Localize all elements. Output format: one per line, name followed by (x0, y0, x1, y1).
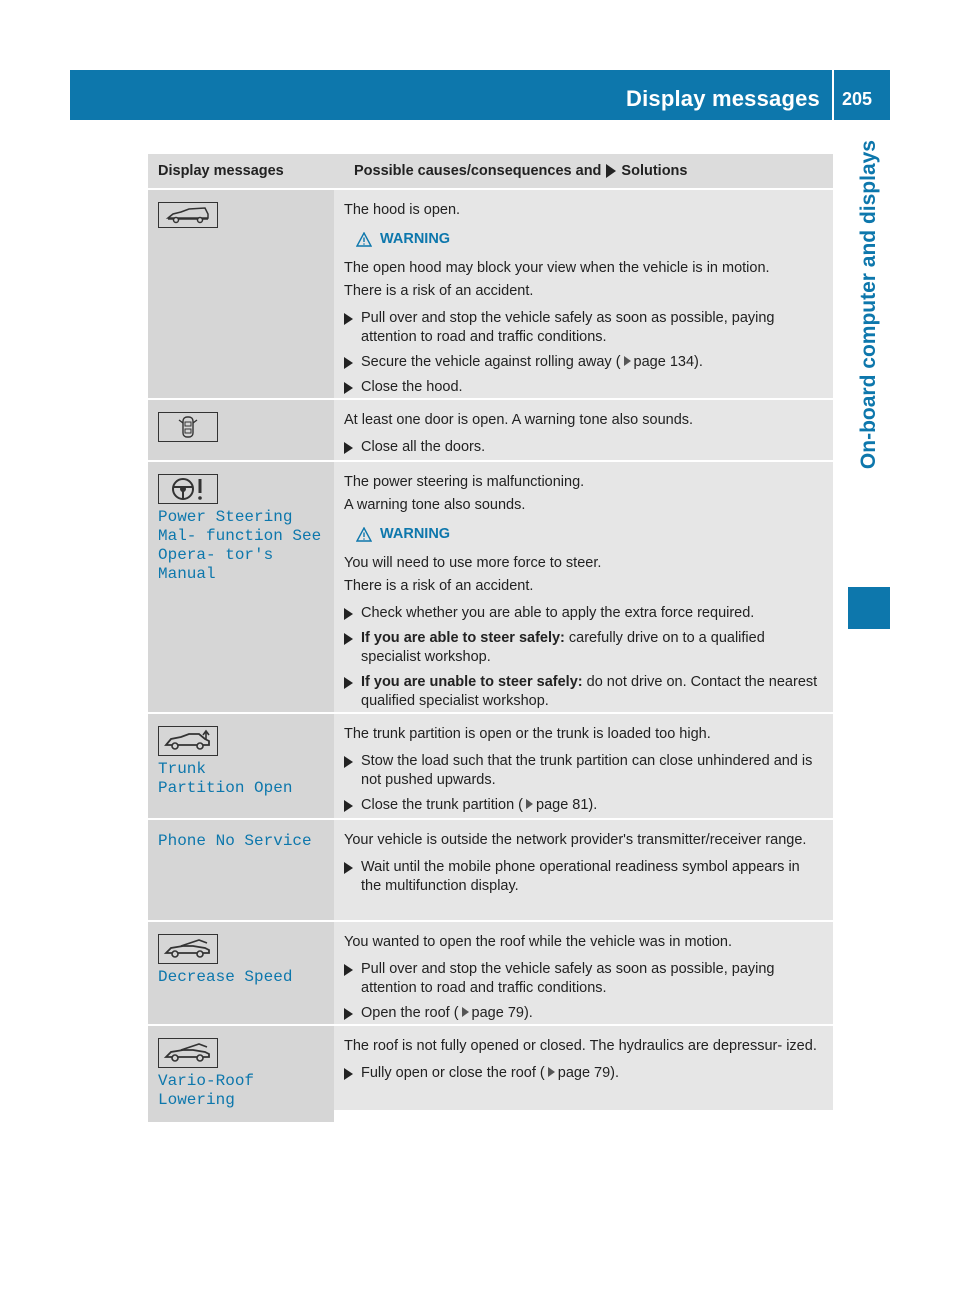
warning-text: You will need to use more force to steer. (344, 555, 602, 571)
solution-step: Open the roof ( page 79). (344, 1004, 823, 1023)
message-cell (148, 190, 334, 398)
table-header (148, 154, 833, 190)
solution-step: Secure the vehicle against rolling away ( page 134). (344, 353, 823, 372)
step-arrow-icon (344, 608, 353, 620)
side-tab (848, 140, 890, 580)
step-arrow-icon (344, 633, 353, 645)
solution-cell (334, 820, 833, 920)
solution-cell (334, 462, 833, 712)
step-arrow-icon (344, 756, 353, 768)
solution-step: Stow the load such that the trunk partition can close unhindered and is not pushed upwards. (344, 752, 823, 790)
step-arrow-icon (344, 313, 353, 325)
cause-text: A warning tone also sounds. (344, 497, 526, 513)
solution-arrow-icon (606, 164, 616, 178)
step-arrow-icon (344, 357, 353, 369)
header-bar (70, 70, 890, 120)
column-header-solutions-label: Solutions (621, 163, 688, 179)
cause-text: At least one door is open. A warning tone also sounds. (344, 412, 694, 428)
display-message-text: Vario-Roof Lowering (158, 1072, 255, 1109)
solution-step: If you are able to steer safely: carefully drive on to a qualified specialist workshop. (344, 629, 823, 667)
page-ref-icon (548, 1067, 555, 1077)
display-message-text: Power Steering Mal‑ function See Opera‑ tor's Manual (158, 508, 322, 583)
warning-triangle-icon (356, 527, 372, 542)
step-arrow-icon (344, 677, 353, 689)
trunk-partition-icon (158, 726, 218, 756)
page-number: 205 (842, 89, 873, 109)
door-open-icon (158, 412, 218, 442)
page-ref-icon (624, 356, 631, 366)
cause-text: The roof is not fully opened or closed. The hydraulics are depressur- ized. (344, 1038, 817, 1054)
hood-open-icon (158, 202, 218, 228)
warning-label: WARNING (380, 231, 451, 247)
display-messages-table (148, 154, 833, 1124)
side-tab-label: On-board computer and displays (857, 140, 880, 470)
warning-heading (356, 525, 823, 544)
table-row-trunk-partition (148, 714, 833, 820)
convertible-roof-icon (158, 1038, 218, 1068)
solution-cell (334, 1026, 833, 1110)
step-arrow-icon (344, 442, 353, 454)
step-arrow-icon (344, 382, 353, 394)
solution-step: Wait until the mobile phone operational readiness symbol appears in the multifunction display. (344, 858, 823, 896)
cause-text: Your vehicle is outside the network provider's transmitter/receiver range. (344, 832, 807, 848)
table-row-decrease-speed (148, 922, 833, 1026)
steering-wheel-warning-icon (158, 474, 218, 504)
solution-step: Close the hood. (344, 378, 823, 397)
solution-step: If you are unable to steer safely: do not drive on. Contact the nearest qualified specialist workshop. (344, 673, 823, 711)
convertible-roof-icon (158, 934, 218, 964)
table-row-door-open (148, 400, 833, 462)
header-divider (832, 70, 834, 120)
step-arrow-icon (344, 800, 353, 812)
message-cell (148, 820, 334, 920)
display-message-text: Trunk Partition Open (158, 760, 293, 797)
warning-text: There is a risk of an accident. (344, 578, 534, 594)
solution-step: Fully open or close the roof ( page 79). (344, 1064, 823, 1083)
solution-step: Pull over and stop the vehicle safely as soon as possible, paying attention to road and traffic conditions. (344, 960, 823, 998)
column-header-messages: Display messages (158, 163, 284, 179)
solution-cell (334, 400, 833, 460)
table-row-power-steering (148, 462, 833, 714)
solution-cell (334, 714, 833, 818)
table-row-vario-roof-lowering (148, 1026, 833, 1124)
column-header-causes: Possible causes/consequences and (354, 163, 602, 179)
warning-triangle-icon (356, 232, 372, 247)
warning-text: The open hood may block your view when the vehicle is in motion. (344, 260, 770, 276)
cause-text: You wanted to open the roof while the vehicle was in motion. (344, 934, 732, 950)
warning-label: WARNING (380, 526, 451, 542)
side-marker (848, 587, 890, 629)
solution-cell (334, 922, 833, 1024)
message-cell (148, 922, 334, 1024)
display-message-text: Decrease Speed (158, 968, 293, 986)
cause-text: The hood is open. (344, 202, 461, 218)
step-arrow-icon (344, 1068, 353, 1080)
message-cell (148, 1026, 334, 1122)
solution-cell (334, 190, 833, 398)
step-arrow-icon (344, 1008, 353, 1020)
message-cell (148, 462, 334, 712)
warning-text: There is a risk of an accident. (344, 283, 534, 299)
page-ref-icon (526, 799, 533, 809)
warning-heading (356, 230, 823, 249)
solution-step: Close all the doors. (344, 438, 823, 457)
solution-step: Check whether you are able to apply the extra force required. (344, 604, 823, 623)
column-header-solutions (344, 163, 833, 179)
table-row-phone-no-service (148, 820, 833, 922)
page-section-title: Display messages (626, 86, 820, 111)
message-cell (148, 400, 334, 460)
step-arrow-icon (344, 964, 353, 976)
solution-step: Close the trunk partition ( page 81). (344, 796, 823, 815)
cause-text: The trunk partition is open or the trunk is loaded too high. (344, 726, 711, 742)
display-message-text: Phone No Service (158, 832, 312, 850)
message-cell (148, 714, 334, 818)
table-row-hood-open (148, 190, 833, 400)
page-ref-icon (462, 1007, 469, 1017)
cause-text: The power steering is malfunctioning. (344, 474, 585, 490)
solution-step: Pull over and stop the vehicle safely as soon as possible, paying attention to road and traffic conditions. (344, 309, 823, 347)
step-arrow-icon (344, 862, 353, 874)
